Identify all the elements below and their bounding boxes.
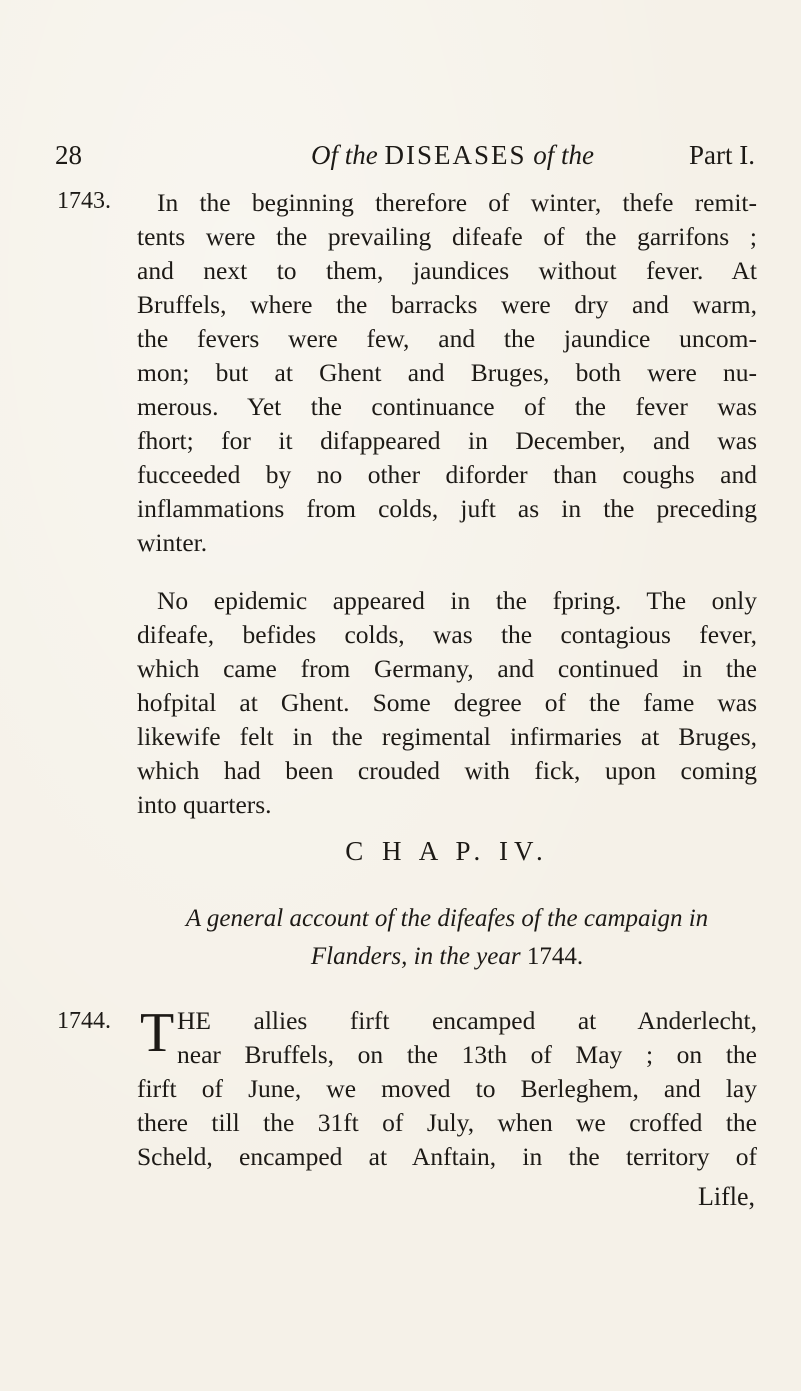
margin-year-1743: 1743. bbox=[57, 188, 111, 214]
text-line: winter. bbox=[137, 528, 208, 557]
text-line: into quarters. bbox=[137, 790, 272, 819]
text-line: likewife felt in the regimental infirmaries at Bruges, bbox=[137, 722, 757, 751]
text-line: the fevers were few, and the jaundice uncom- bbox=[137, 324, 757, 353]
text-line: near Bruffels, on the 13th of May ; on the bbox=[177, 1040, 757, 1069]
text-line: HE allies firft encamped at Anderlecht, bbox=[177, 1006, 757, 1035]
text-line: and next to them, jaundices without fever. At bbox=[137, 256, 757, 285]
running-title-suffix: of the bbox=[533, 140, 595, 170]
chapter-title-in-the-year: in the year bbox=[413, 943, 521, 970]
catchword: Lifle, bbox=[697, 1182, 755, 1211]
paragraph-1 bbox=[137, 186, 757, 560]
text-line: No epidemic appeared in the fpring. The only bbox=[157, 586, 757, 615]
chapter-title-year: 1744. bbox=[526, 943, 584, 970]
text-line: Scheld, encamped at Anftain, in the territory of bbox=[137, 1142, 757, 1171]
running-title bbox=[311, 140, 594, 171]
margin-year-1744: 1744. bbox=[57, 1008, 111, 1034]
text-line: fucceeded by no other diforder than coughs and bbox=[137, 460, 757, 489]
text-line: hofpital at Ghent. Some degree of the fame was bbox=[137, 688, 757, 717]
text-line: tents were the prevailing difeafe of the garrifons ; bbox=[137, 222, 757, 251]
chapter-heading: C H A P. IV. bbox=[345, 836, 549, 866]
running-header bbox=[55, 140, 755, 174]
text-line: merous. Yet the continuance of the fever was bbox=[137, 392, 757, 421]
chapter-title-place: Flanders, bbox=[310, 943, 408, 970]
text-line: there till the 31ft of July, when we croffed the bbox=[137, 1108, 757, 1137]
page-number: 28 bbox=[55, 140, 82, 170]
text-line: mon; but at Ghent and Bruges, both were nu- bbox=[137, 358, 757, 387]
running-title-of: Of the bbox=[311, 140, 378, 170]
text-line: In the beginning therefore of winter, thefe remit- bbox=[157, 188, 757, 217]
text-line: difeafe, befides colds, was the contagious fever, bbox=[137, 620, 757, 649]
text-line: inflammations from colds, juft as in the preceding bbox=[137, 494, 757, 523]
text-line: which came from Germany, and continued in the bbox=[137, 654, 757, 683]
drop-cap: T bbox=[140, 1002, 175, 1064]
paragraph-3 bbox=[137, 1004, 757, 1174]
text-line: Bruffels, where the barracks were dry and warm, bbox=[137, 290, 757, 319]
text-line: which had been crouded with fick, upon coming bbox=[137, 756, 757, 785]
chapter-title-line-2 bbox=[137, 938, 757, 976]
text-line: fhort; for it difappeared in December, and was bbox=[137, 426, 757, 455]
text-line: firft of June, we moved to Berleghem, and lay bbox=[137, 1074, 757, 1103]
part-label: Part I. bbox=[689, 140, 755, 170]
chapter-title bbox=[137, 900, 757, 976]
paragraph-2 bbox=[137, 584, 757, 822]
running-title-main: DISEASES bbox=[384, 140, 527, 170]
chapter-title-line-1: A general account of the difeafes of the campaign in bbox=[185, 905, 709, 932]
